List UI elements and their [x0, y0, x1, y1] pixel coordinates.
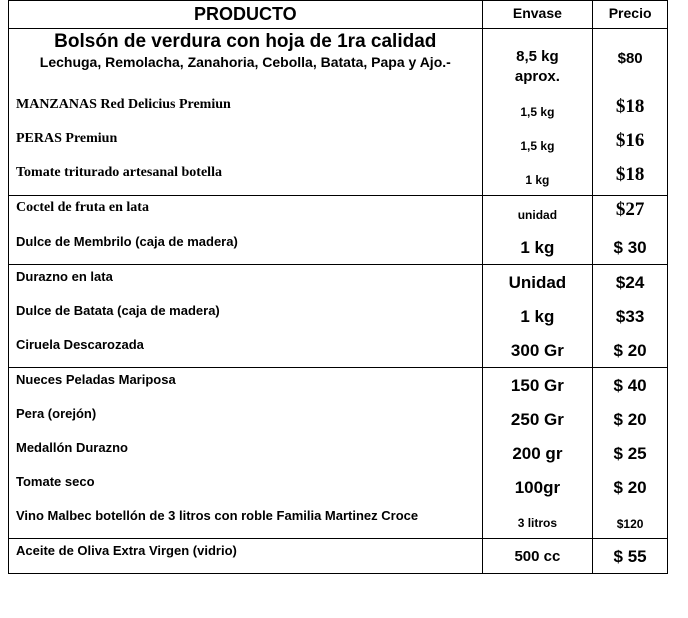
featured-subtitle: Lechuga, Remolacha, Zanahoria, Cebolla, Batata, Papa y Ajo.- [39, 54, 451, 70]
table-row [9, 333, 667, 367]
featured-container-1: 8,5 kg [516, 48, 559, 65]
product-price: $27 [592, 196, 667, 230]
product-name: Pera (orejón) [16, 406, 97, 421]
product-price: $ 25 [592, 436, 667, 470]
table-row [9, 299, 667, 333]
product-name: Dulce de Membrilo (caja de madera) [16, 234, 238, 249]
product-name: Tomate triturado artesanal botella [16, 165, 222, 180]
group-3 [8, 265, 668, 368]
product-container: 500 cc [482, 539, 593, 573]
product-name: Dulce de Batata (caja de madera) [16, 303, 220, 318]
product-container: 300 Gr [482, 333, 593, 367]
header-container: Envase [482, 1, 593, 28]
product-price: $ 20 [592, 333, 667, 367]
product-container: 150 Gr [482, 368, 593, 402]
product-name: Durazno en lata [16, 269, 113, 284]
product-container: Unidad [482, 265, 593, 299]
product-name: Coctel de fruta en lata [16, 200, 149, 215]
table-row [9, 230, 667, 264]
group-4 [8, 368, 668, 539]
product-container: 1 kg [482, 299, 593, 333]
product-container: 250 Gr [482, 402, 593, 436]
featured-row [9, 29, 667, 93]
product-price: $24 [592, 265, 667, 299]
table-row [9, 402, 667, 436]
product-name: PERAS Premiun [16, 131, 118, 146]
header-price: Precio [592, 1, 667, 28]
product-container: 3 litros [482, 504, 593, 538]
product-price: $ 20 [592, 470, 667, 504]
featured-container-2: aprox. [514, 68, 560, 85]
product-price: $ 55 [592, 539, 667, 573]
table-row [9, 539, 667, 573]
product-price: $16 [592, 127, 667, 161]
table-header [8, 0, 668, 29]
featured-title: Bolsón de verdura con hoja de 1ra calidad [54, 31, 437, 52]
product-container: 1 kg [482, 230, 593, 264]
product-container: 1,5 kg [482, 127, 593, 161]
product-price: $18 [592, 161, 667, 195]
product-price: $ 20 [592, 402, 667, 436]
product-container: 200 gr [482, 436, 593, 470]
table-row [9, 127, 667, 161]
table-row [9, 368, 667, 402]
featured-price: $80 [592, 29, 667, 93]
table-row [9, 436, 667, 470]
product-name: Tomate seco [16, 474, 95, 489]
product-price: $120 [592, 504, 667, 538]
table-row [9, 470, 667, 504]
product-container: unidad [482, 196, 593, 230]
table-row [9, 93, 667, 127]
product-price: $33 [592, 299, 667, 333]
product-name: Aceite de Oliva Extra Virgen (vidrio) [16, 543, 237, 558]
price-table [8, 0, 668, 574]
product-container: 100gr [482, 470, 593, 504]
product-name: Ciruela Descarozada [16, 337, 144, 352]
group-5 [8, 539, 668, 574]
product-name: Vino Malbec botellón de 3 litros con roble Familia Martinez Croce [16, 508, 419, 523]
header-product: PRODUCTO [193, 4, 297, 24]
group-1 [8, 29, 668, 196]
product-price: $ 30 [592, 230, 667, 264]
product-price: $ 40 [592, 368, 667, 402]
product-name: Medallón Durazno [16, 440, 128, 455]
product-container: 1 kg [482, 161, 593, 195]
table-row [9, 161, 667, 195]
table-row [9, 196, 667, 230]
table-row [9, 265, 667, 299]
product-name: Nueces Peladas Mariposa [16, 372, 176, 387]
table-row [9, 504, 667, 538]
product-price: $18 [592, 93, 667, 127]
group-2 [8, 196, 668, 265]
product-container: 1,5 kg [482, 93, 593, 127]
product-name: MANZANAS Red Delicius Premiun [16, 97, 231, 112]
